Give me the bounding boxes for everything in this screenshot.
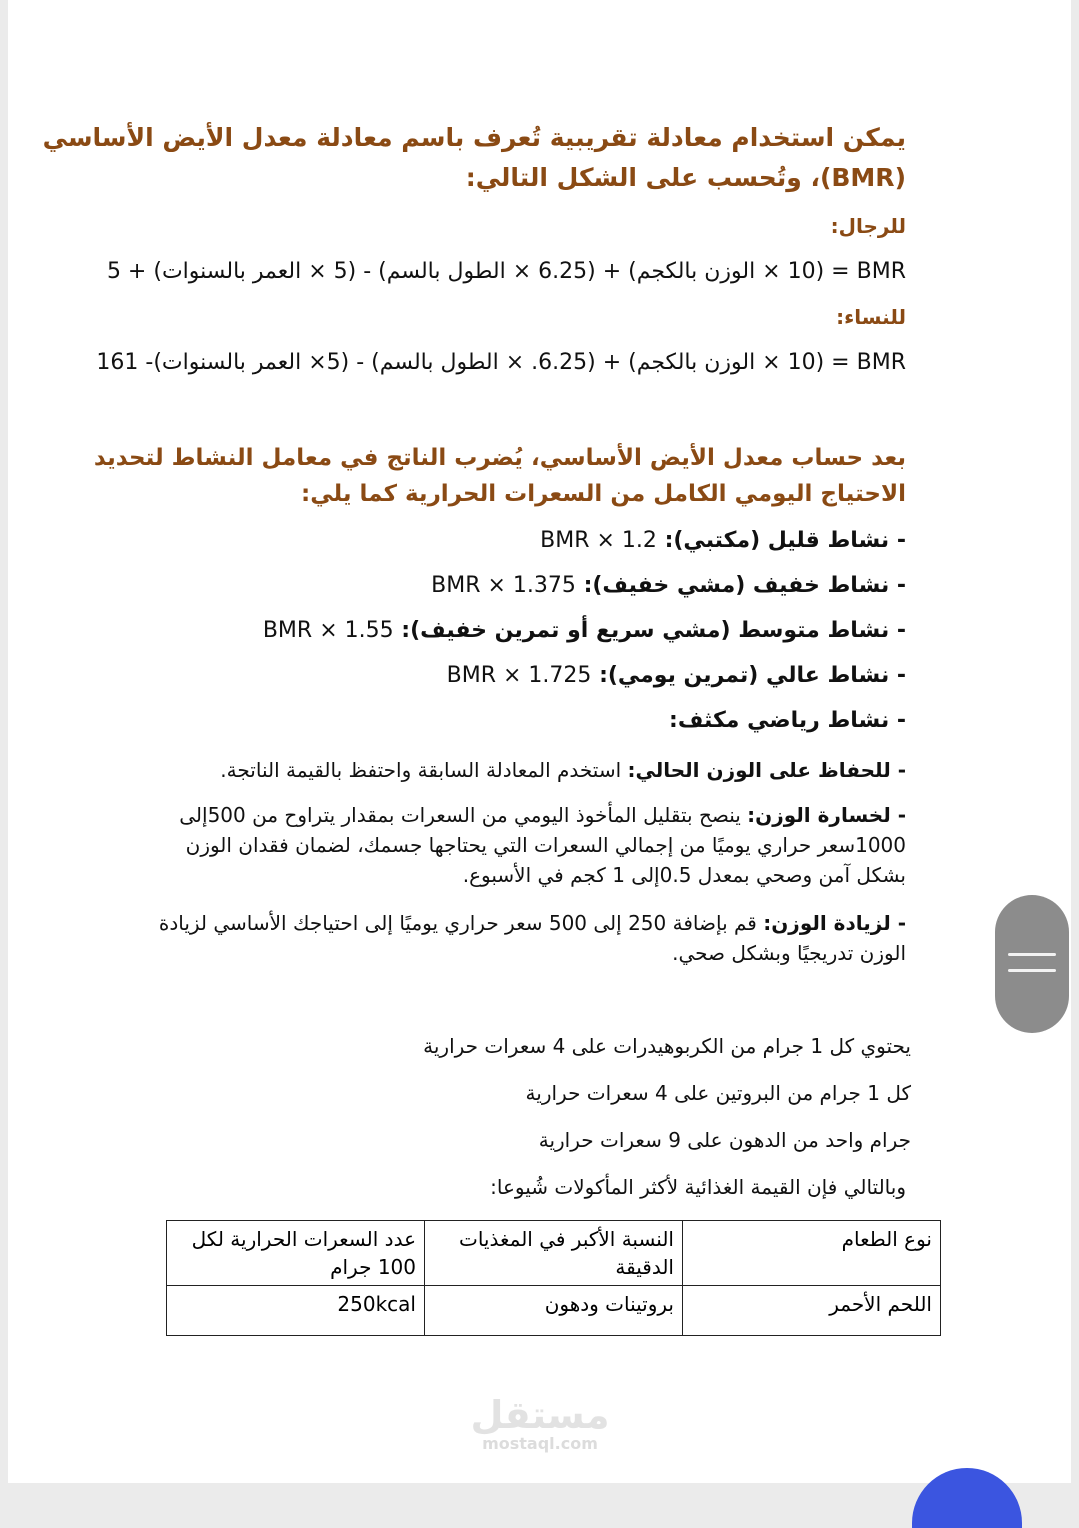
handle-line	[1008, 969, 1056, 972]
intro-line-1: يمكن استخدام معادلة تقريبية تُعرف باسم معادلة معدل الأيض الأساسي	[42, 123, 906, 152]
fact-carbs: يحتوي كل 1 جرام من الكربوهيدرات على 4 سعرات حرارية	[423, 1034, 911, 1058]
maintain-text: استخدم المعادلة السابقة واحتفظ بالقيمة الناتجة.	[220, 758, 622, 782]
table-row	[167, 1286, 941, 1336]
intro-heading	[43, 118, 906, 198]
gain-line-2: الوزن تدريجيًا وبشكل صحي.	[672, 941, 906, 965]
activity-item-high	[447, 663, 906, 688]
activity-value: BMR × 1.375	[431, 573, 576, 598]
table-cell: 250kcal	[167, 1286, 425, 1336]
table-header-cell: عدد السعرات الحرارية لكل 100 جرام	[167, 1221, 425, 1286]
fact-fat: جرام واحد من الدهون على 9 سعرات حرارية	[538, 1128, 911, 1152]
watermark	[440, 1395, 640, 1453]
loss-line-1: ينصح بتقليل المأخوذ اليومي من السعرات بمقدار يتراوح من 500إلى	[179, 803, 741, 827]
activity-label: - نشاط متوسط (مشي سريع أو تمرين خفيف):	[401, 618, 906, 643]
activity-value: BMR × 1.725	[446, 663, 592, 688]
table-cell: بروتينات ودهون	[425, 1286, 683, 1336]
loss-label: - لخسارة الوزن:	[747, 803, 906, 827]
loss-paragraph	[179, 800, 906, 890]
handle-line	[1008, 953, 1056, 956]
table-header-row	[167, 1221, 941, 1286]
table-header-cell: النسبة الأكبر في المغذيات الدقيقة	[425, 1221, 683, 1286]
loss-line-2: 1000سعر حراري يوميًا من إجمالي السعرات التي يحتاجها جسمك، لضمان فقدان الوزن	[185, 833, 906, 857]
nutrition-table	[166, 1220, 941, 1336]
gain-label: - لزيادة الوزن:	[763, 911, 906, 935]
loss-line-3: بشكل آمن وصحي بمعدل 0.5إلى 1 كجم في الأسبوع.	[462, 863, 906, 887]
activity-item-moderate	[263, 618, 906, 643]
activity-label: - نشاط خفيف (مشي خفيف):	[583, 573, 906, 598]
activity-label: - نشاط رياضي مكثف:	[669, 708, 906, 733]
men-equation: BMR = (10 × الوزن بالكجم) + (6.25 × الطول بالسم) - (5 × العمر بالسنوات) + 5	[106, 259, 906, 284]
watermark-arabic: مستقل	[470, 1393, 610, 1437]
activity-value: BMR × 1.2	[540, 528, 657, 553]
maintain-paragraph	[220, 755, 906, 785]
women-label: للنساء:	[836, 305, 906, 329]
activity-line-1: بعد حساب معدل الأيض الأساسي، يُضرب الناتج في معامل النشاط لتحديد	[93, 445, 906, 471]
women-equation: BMR = (10 × الوزن بالكجم) + (6.25. × الطول بالسم) - (5× العمر بالسنوات)- 161	[96, 350, 906, 375]
activity-line-2: الاحتياج اليومي الكامل من السعرات الحرارية كما يلي:	[301, 481, 906, 507]
activity-item-intense	[669, 708, 906, 733]
watermark-latin: mostaql.com	[482, 1434, 598, 1453]
table-cell: اللحم الأحمر	[683, 1286, 941, 1336]
activity-heading	[94, 440, 906, 512]
activity-item-low	[540, 528, 906, 553]
fact-summary: وبالتالي فإن القيمة الغذائية لأكثر المأكولات شُيوعا:	[490, 1175, 906, 1199]
activity-label: - نشاط عالي (تمرين يومي):	[599, 663, 906, 688]
maintain-label: - للحفاظ على الوزن الحالي:	[627, 758, 906, 782]
gain-paragraph	[159, 908, 906, 968]
activity-item-light	[431, 573, 906, 598]
fact-protein: كل 1 جرام من البروتين على 4 سعرات حرارية	[525, 1081, 911, 1105]
table-header-cell: نوع الطعام	[683, 1221, 941, 1286]
intro-line-2: (BMR)، وتُحسب على الشكل التالي:	[465, 163, 906, 192]
drag-handle-icon[interactable]	[995, 895, 1069, 1033]
activity-label: - نشاط قليل (مكتبي):	[664, 528, 906, 553]
men-label: للرجال:	[830, 214, 906, 238]
activity-value: BMR × 1.55	[262, 618, 394, 643]
gain-line-1: قم بإضافة 250 إلى 500 سعر حراري يوميًا إلى احتياجك الأساسي لزيادة	[158, 911, 757, 935]
